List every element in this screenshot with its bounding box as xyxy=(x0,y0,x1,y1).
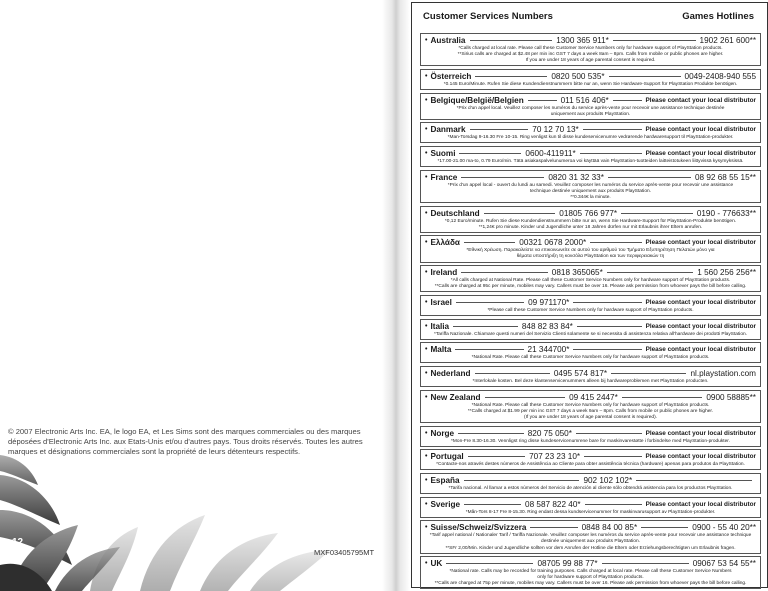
product-code: MXF03405795MT xyxy=(314,548,375,557)
note-line: *Εθνική Χρέωση. Παρακαλείστε να επικοινωνείτε σε αυτού του αριθμού του Τμήματο Εξυπηρέτηση Πελατών μόνο για xyxy=(466,248,715,254)
hotline-entry xyxy=(420,235,761,262)
leader-line xyxy=(580,153,642,154)
note-line: *Tarifa nacional. Al llamar a estos números del Servicio de atención al cliente sólo obtendrá asistencia para los productos PlayStation. xyxy=(448,485,733,491)
note-line: *Please call these Customer Service Numbers only for hardware support of PlayStation products. xyxy=(487,307,694,313)
leader-line xyxy=(608,177,691,178)
games-hotline-number: 1902 261 600** xyxy=(699,36,757,45)
hotline-entry xyxy=(420,295,761,316)
bullet-icon: • xyxy=(425,429,428,437)
hotline-row xyxy=(425,475,756,486)
bullet-icon: • xyxy=(425,453,428,461)
customer-service-number: 1300 365 911* xyxy=(556,36,609,45)
hotline-entry xyxy=(420,122,761,143)
hotline-notes xyxy=(425,332,756,338)
customer-service-number: 0820 31 32 33* xyxy=(548,172,604,182)
hotline-entry xyxy=(420,319,761,340)
leader-line xyxy=(455,349,523,350)
note-line: *Tarif appel national / Nationaler Tarif / Tariffa Nazionale. Veuillez composer les numéros du service après-vente pour recevoir une assistance technique xyxy=(429,533,752,539)
note-line: If you are under 18 years of age parental consent is required. xyxy=(525,58,656,64)
country-name: Nederland xyxy=(430,369,471,378)
leader-line xyxy=(475,373,550,374)
leader-line xyxy=(609,76,681,77)
bullet-icon: • xyxy=(425,560,428,568)
bullet-icon: • xyxy=(425,500,428,508)
right-page xyxy=(411,0,768,591)
hotline-notes xyxy=(425,308,756,314)
note-line: *Interlokale kosten. Bel deze klantenservicenummers alleen bij hardwareproblemen met PlayStation producten. xyxy=(472,379,709,384)
hotline-row xyxy=(425,35,756,46)
bullet-icon: • xyxy=(425,524,428,532)
note-line: (If you are under 18 years of age parental consent is required). xyxy=(523,414,658,420)
bullet-icon: • xyxy=(425,476,428,484)
hotline-notes xyxy=(425,510,756,516)
bullet-icon: • xyxy=(425,269,428,277)
customer-service-number: 0820 500 535* xyxy=(551,71,605,81)
hotline-entry xyxy=(420,520,761,553)
leader-line xyxy=(456,302,524,303)
country-name: Suomi xyxy=(430,149,456,159)
page-header xyxy=(423,11,754,25)
hotline-entry xyxy=(420,206,761,233)
leader-line xyxy=(636,480,752,481)
leader-line xyxy=(470,129,529,130)
hotline-entry xyxy=(420,426,761,447)
note-line: *National Rate. Please call these Customer Service Numbers only for hardware support of PlayStation products. xyxy=(471,355,710,361)
note-line: **Calls charged at $1.99 per min inc GST 7 days a week 9am – 8pm. Calls from mobile or public phones are higher. xyxy=(467,408,714,414)
hotline-entry xyxy=(420,342,761,363)
leader-line xyxy=(458,433,524,434)
hotline-entry xyxy=(420,265,761,292)
note-line: technique destinée uniquement aux produits PlayStation. xyxy=(529,188,652,194)
leader-line xyxy=(607,272,693,273)
hotline-notes xyxy=(425,46,756,64)
hotline-notes xyxy=(425,82,756,88)
hotline-row xyxy=(425,71,756,82)
hotline-entry xyxy=(420,33,761,66)
country-name: France xyxy=(430,172,458,182)
note-line: *Mån-Tors 8-17 Fre 8-15.30. Ring endast dessa kundservicenummer för maskinvarusupport av PlayStation-produkter. xyxy=(465,509,716,515)
leader-line xyxy=(484,213,556,214)
page-number: 12 xyxy=(12,537,24,548)
note-line: *Contacte-nos através destes números de Assistência ao Cliente para obter assistência técnica (hardware) apenas para produtos da PlayStation. xyxy=(436,462,745,468)
hotline-entry xyxy=(420,146,761,167)
header-customer-services: Customer Services Numbers xyxy=(423,11,553,22)
country-name: Sverige xyxy=(430,499,461,509)
hotline-row xyxy=(425,172,756,183)
leader-line xyxy=(577,326,642,327)
customer-service-number: 08 587 822 40* xyxy=(525,499,581,509)
country-name: Italia xyxy=(430,321,450,331)
bullet-icon: • xyxy=(425,239,428,247)
hotline-notes xyxy=(425,486,756,492)
note-line: **1,24€ pro minute. Kinder und Jugendliche unter 18 Jahren dürfen nur mit Erlaubnis ihrer Eltern anrufen. xyxy=(478,224,703,230)
hotline-row xyxy=(425,208,756,219)
note-line: *Mon-Fre 8.30-16.30. Vennligst ring disse kundeservicenumrene bare for maskinvarestøtte i forbindelse med PlayStation-produkter. xyxy=(451,438,730,444)
customer-service-number: 70 12 70 13* xyxy=(532,125,579,135)
games-hotline-number: 0900 58885** xyxy=(706,392,756,402)
leader-line xyxy=(464,242,515,243)
country-name: Ireland xyxy=(430,268,458,278)
note-line: *All calls charged at National Rate. Please call these Customer Service Numbers only for hardware support of PlayStation products. xyxy=(450,278,731,284)
hotline-row xyxy=(425,267,756,278)
bullet-icon: • xyxy=(425,322,428,330)
country-name: Israel xyxy=(430,297,452,307)
leader-line xyxy=(464,480,580,481)
note-line: uniquement aux produits PlayStation. xyxy=(550,111,631,117)
hotline-entry xyxy=(420,473,761,494)
note-line: *Man-Torsdag 9-16.30 Fre 10-15. Ring venligst kun til disse kundeservicenumre vedrørende hardwaresupport til PlayStation-produkter. xyxy=(447,135,734,141)
country-name: Norge xyxy=(430,428,455,438)
leader-line xyxy=(464,504,521,505)
note-line: **Sirius calls are charged at $2.48 per min inc GST 7 days a week 8am – 8pm. Calls from mobile or public phones are higher. xyxy=(457,52,724,58)
hotline-entry xyxy=(420,69,761,90)
hotline-entry xyxy=(420,449,761,470)
hotline-row xyxy=(425,321,756,332)
games-hotline-number: 1 560 256 256** xyxy=(697,268,757,278)
header-games-hotlines: Games Hotlines xyxy=(682,11,754,22)
distributor-note: Please contact your local distributor xyxy=(645,500,757,508)
bullet-icon: • xyxy=(425,209,428,217)
distributor-note: Please contact your local distributor xyxy=(645,429,757,437)
leader-line xyxy=(459,153,521,154)
bullet-icon: • xyxy=(425,393,428,401)
note-line: **SFr 2,00/Min. Kinder und Jugendliche sollten vor dem Anrufen der Hotline die Eltern oder Erziehungsberechtigten um Erlaubnis fragen. xyxy=(445,545,736,551)
hotline-notes xyxy=(425,219,756,231)
distributor-note: Please contact your local distributor xyxy=(645,126,756,134)
hotline-row xyxy=(425,344,756,355)
distributor-note: Please contact your local distributor xyxy=(645,322,757,330)
hotline-notes xyxy=(425,462,756,468)
hotline-row xyxy=(425,297,756,308)
bullet-icon: • xyxy=(425,298,428,306)
leader-line xyxy=(602,563,689,564)
note-line: *0,12 Euro/minute. Rufen Sie diese Kundendienstnummern bitte nur an, wenn Sie Hardware-Support für PlayStation-Produkte benötigen. xyxy=(444,218,737,224)
customer-service-number: 0495 574 817* xyxy=(553,369,608,378)
country-name: Suisse/Schweiz/Svizzera xyxy=(430,523,527,533)
games-hotline-number: 0049-2408-940 555 xyxy=(684,71,756,81)
bullet-icon: • xyxy=(425,72,428,80)
customer-service-number: 21 344700* xyxy=(527,345,570,355)
leader-line xyxy=(470,40,553,41)
leader-line xyxy=(611,373,686,374)
note-line: *Tariffa Nazionale. Chiamare questi numeri del Servizio Clienti solamente se si necessita di assistenza relativa all'hardware dei prodotti PlayStation. xyxy=(433,331,748,337)
leader-line xyxy=(528,100,557,101)
games-hotline-number: 08 92 68 55 15** xyxy=(694,172,756,182)
customer-service-number: 902 102 102* xyxy=(583,475,633,485)
hotline-entry xyxy=(420,170,761,203)
hotline-entry xyxy=(420,556,761,589)
note-line: *Prix d'un appel local - ouvert du lundi au samedi. Veuillez composer les numéros du service après-vente pour recevoir une assistance xyxy=(447,182,734,188)
distributor-note: Please contact your local distributor xyxy=(645,239,756,247)
hotline-row xyxy=(425,499,756,510)
hotline-row xyxy=(425,237,756,248)
bullet-icon: • xyxy=(425,150,428,158)
country-name: New Zealand xyxy=(430,392,481,402)
hotline-row xyxy=(425,558,756,569)
country-name: Portugal xyxy=(430,452,464,462)
leader-line xyxy=(576,433,642,434)
customer-service-number: 09 415 2447* xyxy=(569,392,618,402)
customer-service-number: 011 516 406* xyxy=(560,95,609,105)
leader-line xyxy=(584,456,641,457)
hotline-row xyxy=(425,428,756,439)
country-name: UK xyxy=(430,559,443,569)
bullet-icon: • xyxy=(425,370,428,377)
customer-service-number: 848 82 83 84* xyxy=(521,321,573,331)
hotline-row xyxy=(425,368,756,379)
hotline-notes xyxy=(425,355,756,361)
leader-line xyxy=(613,40,696,41)
foliage-illustration xyxy=(0,455,384,591)
book-gutter xyxy=(382,0,410,591)
customer-service-number: 08705 99 88 77* xyxy=(537,559,598,569)
customer-service-number: 00321 0678 2000* xyxy=(519,238,587,248)
games-hotline-number: 0190 - 776633** xyxy=(696,208,757,218)
hotline-row xyxy=(425,451,756,462)
distributor-note: Please contact your local distributor xyxy=(645,298,756,306)
customer-service-number: 707 23 23 10* xyxy=(529,452,581,462)
customer-service-number: 0818 365065* xyxy=(551,268,603,278)
bullet-icon: • xyxy=(425,346,428,354)
leader-line xyxy=(530,527,577,528)
leader-line xyxy=(485,397,566,398)
leader-line xyxy=(446,563,533,564)
bullet-icon: • xyxy=(425,126,428,134)
hotline-row xyxy=(425,124,756,135)
hotline-notes xyxy=(425,183,756,201)
country-name: Belgique/België/Belgien xyxy=(430,95,524,105)
hotline-entry xyxy=(420,93,761,120)
note-line: **Calls are charged at 75p per minute, mobiles may vary. Callers must be over 16. Please ask permission from whoever pays the bill before calling. xyxy=(434,581,747,587)
hotline-notes xyxy=(425,569,756,587)
note-line: *National rate. Calls may be recorded for training purposes. Calls charged at local rate. Please call these Customer Service Numbers xyxy=(449,569,732,575)
note-line: *0.145 Euro/Minute. Rufen Sie diese Kundendienstnummern bitte nur an, wenn Sie Hardware-Support für PlayStation Produkte benötigen. xyxy=(443,81,738,87)
leader-line xyxy=(641,527,688,528)
hotline-notes xyxy=(425,135,756,141)
customer-service-number: 0848 84 00 85* xyxy=(581,523,638,533)
leader-line xyxy=(453,326,518,327)
country-name: Ελλάδα xyxy=(430,238,460,248)
leader-line xyxy=(585,504,642,505)
leader-line xyxy=(621,213,693,214)
hotline-notes xyxy=(425,248,756,260)
hotline-row xyxy=(425,392,756,403)
hotline-notes xyxy=(425,379,756,385)
leader-line xyxy=(613,100,642,101)
note-line: only for hardware support of PlayStation products. xyxy=(537,575,644,581)
hotline-notes xyxy=(425,278,756,290)
note-line: **0.344€ la minute. xyxy=(570,194,611,200)
distributor-note: Please contact your local distributor xyxy=(645,150,757,158)
hotline-entry xyxy=(420,366,761,387)
leader-line xyxy=(583,129,642,130)
hotline-notes xyxy=(425,159,756,165)
country-name: España xyxy=(430,475,460,485)
hotline-notes xyxy=(425,106,756,118)
hotline-entry xyxy=(420,390,761,423)
hotline-row xyxy=(425,95,756,106)
bullet-icon: • xyxy=(425,173,428,181)
games-hotline-number: nl.playstation.com xyxy=(690,369,757,378)
note-line: θέματα υποστήριξη τη κονσόλα PlayStation και των περιφερειακών τη xyxy=(516,254,665,260)
note-line: *17.00-21.00 ma-to, 0.79 Euro/min. Tätä asiakaspalvelunumeroa voi käyttää vain PlayStation-tuotteiden laitteistotukeen liittyvissä kysymyksissä. xyxy=(437,159,744,165)
country-name: Deutschland xyxy=(430,208,480,218)
leader-line xyxy=(590,242,641,243)
country-name: Australia xyxy=(430,36,466,45)
leader-line xyxy=(461,177,544,178)
games-hotline-number: 09067 53 54 55** xyxy=(692,559,756,569)
hotline-row xyxy=(425,148,756,159)
note-line: destinée uniquement aux produits PlayStation. xyxy=(541,539,640,545)
hotline-entry xyxy=(420,497,761,518)
country-name: Österreich xyxy=(430,71,472,81)
leader-line xyxy=(475,76,547,77)
hotline-row xyxy=(425,522,756,533)
leader-line xyxy=(468,456,525,457)
customer-service-number: 820 75 050* xyxy=(527,428,572,438)
leader-line xyxy=(573,349,641,350)
hotline-notes xyxy=(425,533,756,551)
customer-service-number: 09 971170* xyxy=(528,297,570,307)
copyright-notice: © 2007 Electronic Arts Inc. EA, le logo EA, et Les Sims sont des marques commerciales ou des marques déposées d'Electronic Arts Inc. aux Etats-Unis et/ou d'autres pays. Tous droits réservés. Toutes les autres marques et désignations commerciales sont la propriété de leurs détenteurs respectifs. xyxy=(8,427,363,456)
hotline-list xyxy=(420,33,761,591)
note-line: *National Rate. Please call these Customer Service Numbers only for hardware support of PlayStation products. xyxy=(471,402,710,408)
distributor-note: Please contact your local distributor xyxy=(645,96,756,104)
distributor-note: Please contact your local distributor xyxy=(645,453,756,461)
distributor-note: Please contact your local distributor xyxy=(645,346,757,354)
note-line: *Prix d'un appel local. Veuillez composer les numéros du service après-vente pour recevoir une assistance technique destinée xyxy=(456,105,725,111)
leader-line xyxy=(573,302,641,303)
bullet-icon: • xyxy=(425,37,428,44)
customer-service-number: 0600-411911* xyxy=(525,149,576,159)
customer-service-number: 01805 766 977* xyxy=(559,208,618,218)
hotline-notes xyxy=(425,439,756,445)
hotline-notes xyxy=(425,403,756,421)
note-line: **Calls are charged at 95c per minute, mobiles may vary. Callers must be over 16. Please ask permission from whoever pays the bill before calling. xyxy=(434,284,747,290)
country-name: Danmark xyxy=(430,125,466,135)
note-line: *Calls charged at local rate. Please call these Customer Service Numbers only for hardware support of PlayStation products. xyxy=(458,46,723,51)
bullet-icon: • xyxy=(425,96,428,104)
leader-line xyxy=(461,272,547,273)
country-name: Malta xyxy=(430,345,452,355)
games-hotline-number: 0900 - 55 40 20** xyxy=(692,523,757,533)
leader-line xyxy=(622,397,703,398)
